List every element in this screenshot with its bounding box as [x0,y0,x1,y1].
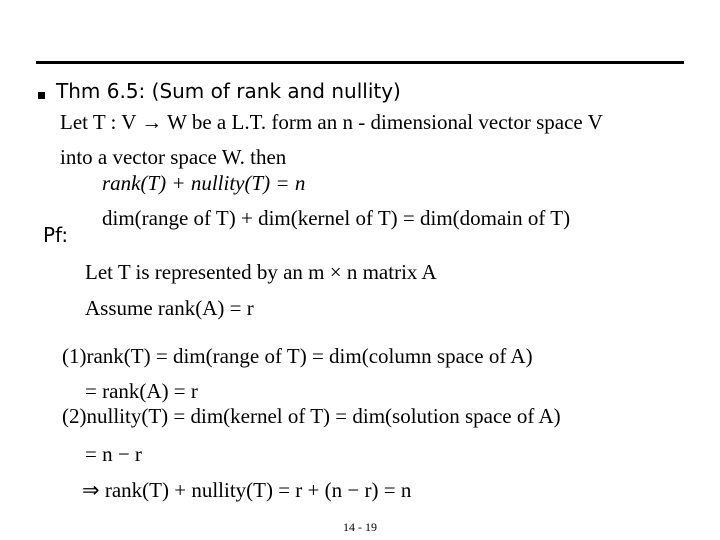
theorem-line-2: into a vector space W. then [60,145,287,169]
proof-step-2: (2)nullity(T) = dim(kernel of T) = dim(solution space of A) [62,404,561,428]
page-number: 14 - 19 [343,520,377,534]
proof-line-1: Let T is represented by an m × n matrix A [85,260,437,284]
theorem-equation-2: dim(range of T) + dim(kernel of T) = dim(domain of T) [102,206,571,230]
bullet-icon [38,92,45,99]
proof-step-2-result: = n − r [85,442,142,466]
theorem-equation-1: rank(T) + nullity(T) = n [102,171,306,195]
proof-label: Pf: [43,223,69,247]
slide-title: Thm 6.5: (Sum of rank and nullity) [56,79,401,103]
proof-step-1-result: = rank(A) = r [85,379,198,403]
title-divider [36,61,684,64]
proof-line-2: Assume rank(A) = r [85,296,254,320]
theorem-line-1: Let T : V → W be a L.T. form an n - dimensional vector space V [60,110,603,134]
proof-conclusion: ⇒ rank(T) + nullity(T) = r + (n − r) = n [82,478,412,502]
proof-step-1: (1)rank(T) = dim(range of T) = dim(column space of A) [62,344,533,368]
